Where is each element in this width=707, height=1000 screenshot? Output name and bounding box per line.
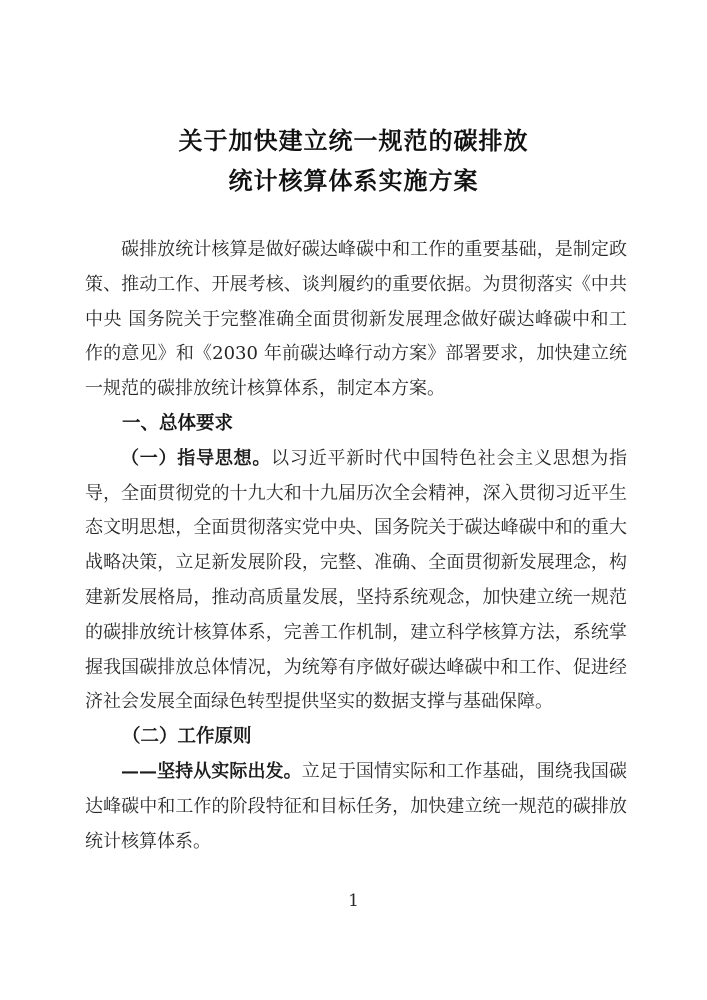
subsection-heading-work-principles: （二）工作原则 <box>122 726 252 748</box>
document-title-line-1: 关于加快建立统一规范的碳排放 <box>178 127 529 155</box>
document-title-line-2: 统计核算体系实施方案 <box>228 167 479 195</box>
guiding-thought-lead: （一）指导思想。 <box>121 447 272 469</box>
principle-paragraph <box>85 755 627 859</box>
principle-text: 立足于国情实际和工作基础，围绕我国碳达峰碳中和工作的阶段特征和目标任务，加快建立统一规范的碳排放统计核算体系。 <box>85 760 628 852</box>
document-body <box>85 233 627 859</box>
document-title <box>0 121 707 201</box>
intro-paragraph: 碳排放统计核算是做好碳达峰碳中和工作的重要基础，是制定政策、推动工作、开展考核、谈判履约的重要依据。为贯彻落实《中共中央 国务院关于完整准确全面贯彻新发展理念做好碳达峰碳中和工作的意见》和《2030 年前碳达峰行动方案》部署要求，加快建立统一规范的碳排放统计核算体系，制定本方案。 <box>85 239 627 400</box>
guiding-thought-paragraph <box>85 442 627 720</box>
section-heading-overall-requirements: 一、总体要求 <box>122 412 234 434</box>
guiding-thought-text: 以习近平新时代中国特色社会主义思想为指导，全面贯彻党的十九大和十九届历次全会精神，深入贯彻习近平生态文明思想，全面贯彻落实党中央、国务院关于碳达峰碳中和的重大战略决策，立足新发展阶段，完整、准确、全面贯彻新发展理念，构建新发展格局，推动高质量发展，坚持系统观念，加快建立统一规范的碳排放统计核算体系，完善工作机制，建立科学核算方法，系统掌握我国碳排放总体情况，为统筹有序做好碳达峰碳中和工作、促进经济社会发展全面绿色转型提供坚实的数据支撑与基础保障。 <box>85 447 628 713</box>
principle-lead: ——坚持从实际出发。 <box>121 760 302 782</box>
page-number: 1 <box>348 891 359 911</box>
